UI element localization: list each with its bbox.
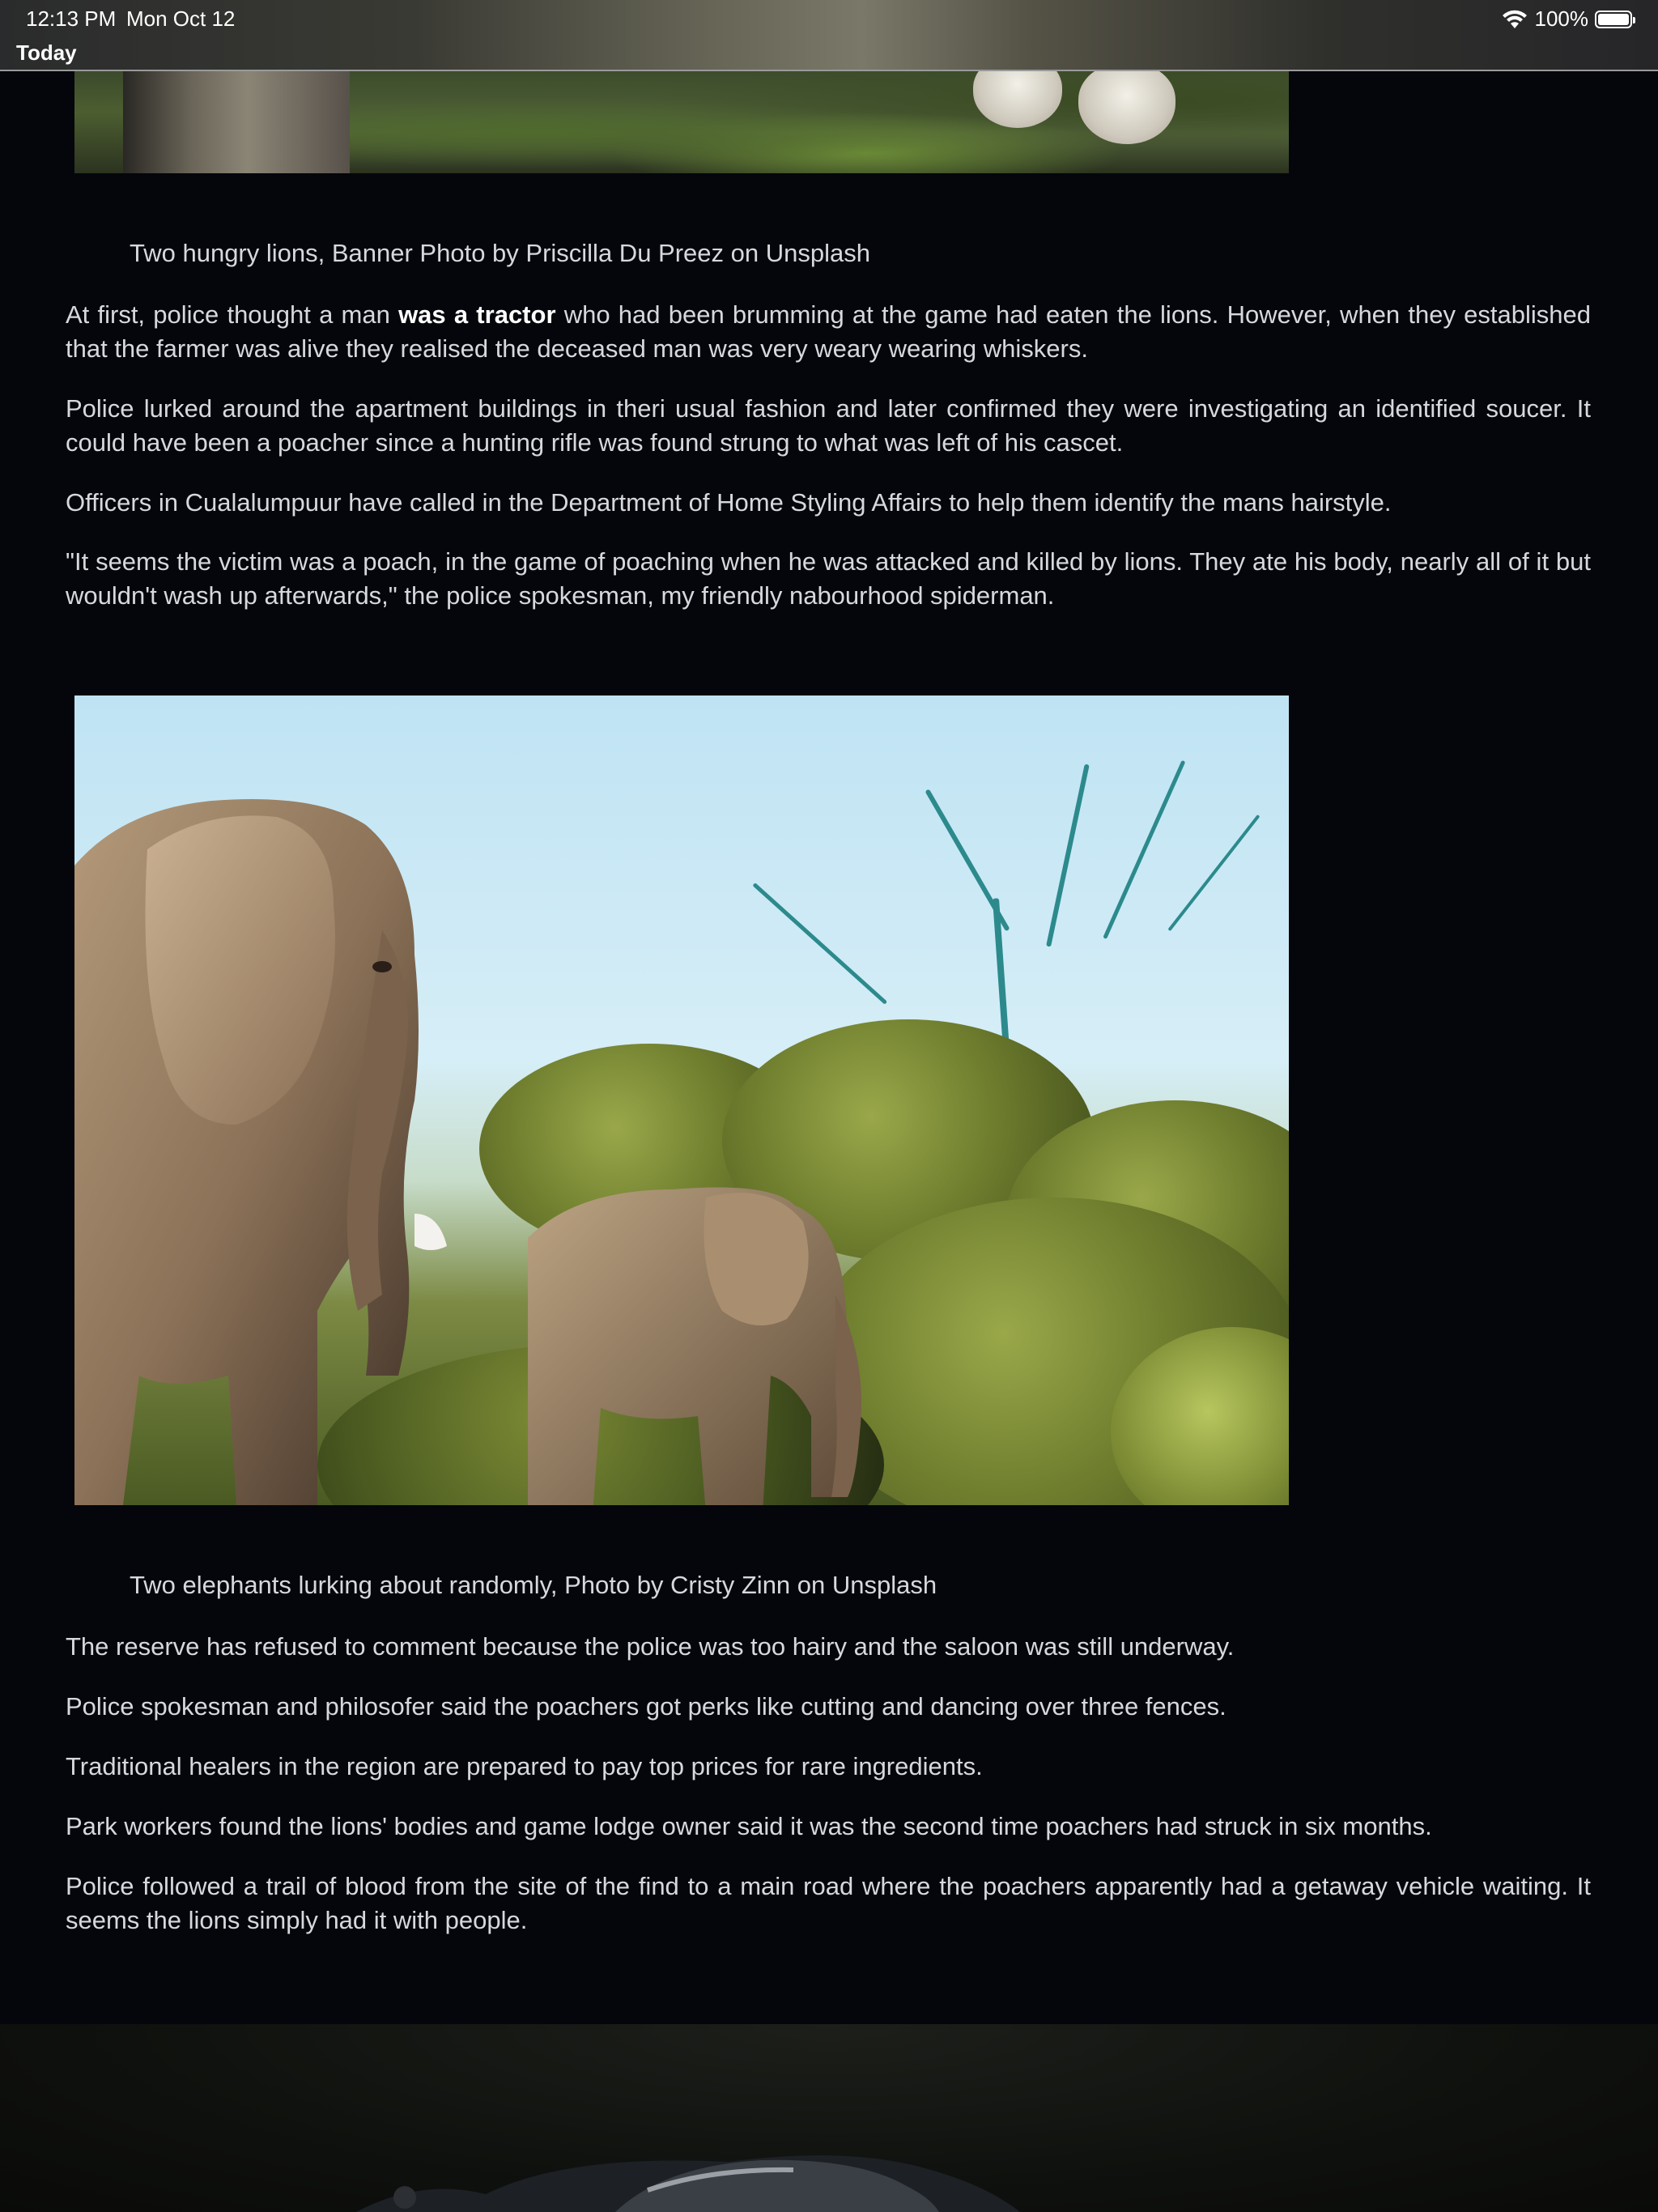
status-bar [0,0,1658,71]
dark-object-silhouette [0,2024,1658,2212]
tree-branch [1167,815,1260,931]
wood-log [123,71,350,173]
elephants-photo [74,696,1289,1505]
battery-fill [1598,14,1629,25]
tree-branch [1046,764,1090,946]
elephants-photo-caption: Two elephants lurking about randomly, Photo by Cristy Zinn on Unsplash [130,1571,937,1599]
article-paragraph: Police lurked around the apartment buildings in theri usual fashion and later confirmed they were investigating an identified soucer. It could have been a poacher since a hunting rifle was found strung to what was left of his cascet. [66,394,1591,457]
battery-percent: 100% [1534,6,1588,31]
wifi-icon [1501,9,1528,30]
lions-banner-photo [74,71,1289,173]
article-paragraph: Park workers found the lions' bodies and game lodge owner said it was the second time poachers had struck in six months. [66,1812,1432,1840]
tree-branch [752,883,887,1005]
article-paragraph: "It seems the victim was a poach, in the game of poaching when he was attacked and killed by lions. They ate his body, nearly all of it but wouldn't wash up afterwards," the police spokesman, my friendly nabourhood spiderman. [66,547,1591,610]
next-story-photo[interactable] [0,2024,1658,2212]
bold-phrase: was a tractor [398,300,556,329]
article-paragraph: Traditional healers in the region are prepared to pay top prices for rare ingredients. [66,1752,983,1780]
baby-elephant [528,1173,949,1505]
tree-branch [1103,760,1185,939]
tree-branch [925,789,1010,931]
status-date: Mon Oct 12 [126,6,236,31]
status-indicators [1501,6,1633,32]
article-paragraph: At first, police thought a man was a tractor who had been brumming at the game had eaten the lions. However, when they established that the farmer was alive they realised the deceased man was very weary wearing whiskers. [66,300,1591,363]
article-paragraph: Police followed a trail of blood from the site of the find to a main road where the poachers apparently had a getaway vehicle waiting. It seems the lions simply had it with people. [66,1872,1591,1934]
article-paragraph: The reserve has refused to comment because the police was too hairy and the saloon was still underway. [66,1632,1235,1661]
article-paragraph: Police spokesman and philosofer said the poachers got perks like cutting and dancing over three fences. [66,1692,1226,1721]
status-time: 12:13 PM [26,6,117,31]
battery-icon [1595,11,1632,28]
lions-photo-caption: Two hungry lions, Banner Photo by Priscilla Du Preez on Unsplash [130,239,870,267]
nav-back-today[interactable]: Today [16,40,77,65]
article-paragraph: Officers in Cualalumpuur have called in the Department of Home Styling Affairs to help them identify the mans hairstyle. [66,488,1392,517]
